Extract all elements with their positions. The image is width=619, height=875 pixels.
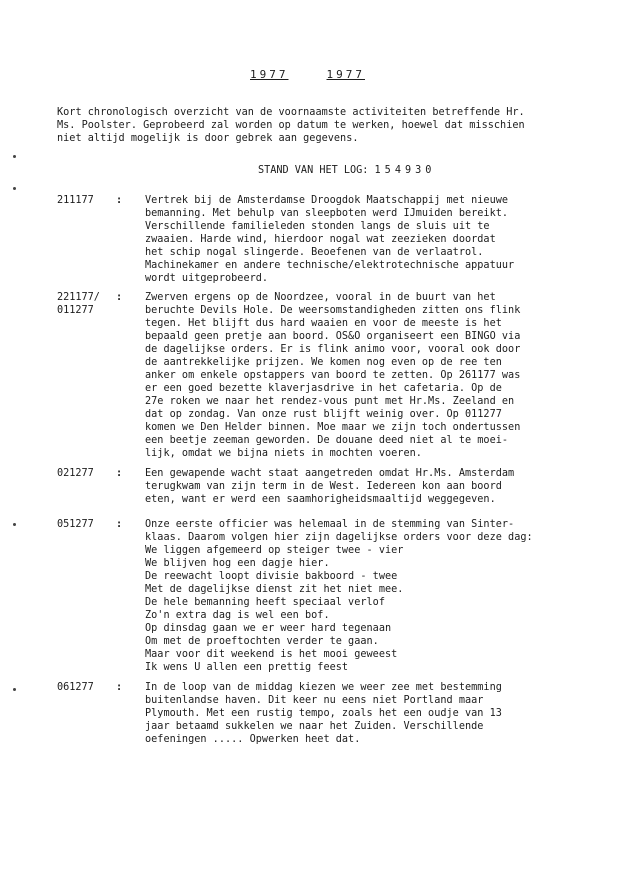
entry-line: buitenlandse haven. Dit keer nu eens niet Portland maar	[145, 695, 484, 706]
entry-line: oefeningen ..... Opwerken heet dat.	[145, 734, 361, 745]
entry-line: De hele bemanning heeft speciaal verlof	[145, 597, 385, 608]
entry-line: bemanning. Met behulp van sleepboten werd IJmuiden bereikt.	[145, 208, 509, 219]
entry-line: terugkwam van zijn term in de West. Iedereen kon aan boord	[145, 481, 502, 492]
entry-line: anker om enkele opstappers van boord te zetten. Op 261177 was	[145, 370, 521, 381]
entry-text	[145, 194, 514, 285]
entry-line: Maar voor dit weekend is het mooi geweest	[145, 649, 398, 660]
entry-colon: :	[116, 292, 123, 303]
entry-line: Vertrek bij de Amsterdamse Droogdok Maatschappij met nieuwe	[145, 195, 509, 206]
entry-date-end: 011277	[57, 305, 94, 316]
entry-date: 211177	[57, 195, 94, 206]
entry-line: Met de dagelijkse dienst zit het niet mee.	[145, 584, 404, 595]
entry-line: Verschillende familieleden stonden langs de sluis uit te	[145, 221, 490, 232]
entry-line: dat op zondag. Van onze rust blijft weinig over. Op 011277	[145, 409, 502, 420]
scan-speck	[13, 187, 16, 190]
scan-speck	[13, 688, 16, 691]
entry-line: zwaaien. Harde wind, hierdoor nogal wat zeezieken doordat	[145, 234, 496, 245]
intro-line: niet altijd mogelijk is door gebrek aan gegevens.	[57, 133, 359, 144]
intro-line: Ms. Poolster. Geprobeerd zal worden op datum te werken, hoewel dat misschien	[57, 120, 525, 131]
entry-line: de dagelijkse orders. Er is flink animo voor, vooral ook door	[145, 344, 521, 355]
scan-speck	[13, 155, 16, 158]
entry-line: tegen. Het blijft dus hard waaien en voor de meeste is het	[145, 318, 502, 329]
entry-line: een beetje zeeman geworden. De douane deed niet al te moei-	[145, 435, 509, 446]
entry-line: er een goed bezette klaverjasdrive in het cafetaria. Op de	[145, 383, 502, 394]
title-year-right: 1977	[326, 68, 365, 81]
entry-colon: :	[116, 195, 123, 206]
title-year-left: 1977	[250, 68, 289, 81]
entry-line: Op dinsdag gaan we er weer hard tegenaan	[145, 623, 392, 634]
log-status-label: STAND VAN HET LOG:	[258, 165, 369, 176]
entry-text	[145, 291, 520, 460]
entry-line: jaar betaamd sukkelen we naar het Zuiden. Verschillende	[145, 721, 484, 732]
log-status	[258, 165, 435, 176]
entry-date: 221177/	[57, 292, 100, 303]
entry-date: 061277	[57, 682, 94, 693]
entry-line: Ik wens U allen een prettig feest	[145, 662, 349, 673]
entry-line: We blijven hog een dagje hier.	[145, 558, 330, 569]
page-title	[250, 68, 403, 81]
entry-colon: :	[116, 519, 123, 530]
entry-line: Zwerven ergens op de Noordzee, vooral in de buurt van het	[145, 292, 496, 303]
entry-text	[145, 467, 514, 506]
intro-line: Kort chronologisch overzicht van de voornaamste activiteiten betreffende Hr.	[57, 107, 525, 118]
scan-speck	[13, 523, 16, 526]
entry-line: lijk, omdat we bijna niets in mochten voeren.	[145, 448, 422, 459]
entry-date: 051277	[57, 519, 94, 530]
log-status-value: 154930	[374, 165, 436, 176]
entry-line: Plymouth. Met een rustig tempo, zoals het een oudje van 13	[145, 708, 502, 719]
entry-line: het schip nogal slingerde. Beoefenen van de verlaatrol.	[145, 247, 484, 258]
entry-line: bepaald geen pretje aan boord. OS&O organiseert een BINGO via	[145, 331, 521, 342]
entry-line: beruchte Devils Hole. De weersomstandigheden zitten ons flink	[145, 305, 521, 316]
entry-line: komen we Den Helder binnen. Moe maar we zijn toch ondertussen	[145, 422, 521, 433]
entry-text	[145, 518, 533, 674]
entry-line: Een gewapende wacht staat aangetreden omdat Hr.Ms. Amsterdam	[145, 468, 515, 479]
entry-line: We liggen afgemeerd op steiger twee - vier	[145, 545, 404, 556]
entry-line: Om met de proeftochten verder te gaan.	[145, 636, 379, 647]
entry-line: 27e roken we naar het rendez-vous punt met Hr.Ms. Zeeland en	[145, 396, 515, 407]
entry-line: In de loop van de middag kiezen we weer zee met bestemming	[145, 682, 502, 693]
entry-date: 021277	[57, 468, 94, 479]
entry-line: Onze eerste officier was helemaal in de stemming van Sinter-	[145, 519, 515, 530]
entry-colon: :	[116, 682, 123, 693]
entry-line: Machinekamer en andere technische/elektrotechnische appatuur	[145, 260, 515, 271]
entry-line: De reewacht loopt divisie bakboord - twee	[145, 571, 398, 582]
entry-line: klaas. Daarom volgen hier zijn dagelijkse orders voor deze dag:	[145, 532, 533, 543]
intro-paragraph	[57, 106, 525, 145]
entry-colon: :	[116, 468, 123, 479]
entry-line: Zo'n extra dag is wel een bof.	[145, 610, 330, 621]
entry-text	[145, 681, 502, 746]
entry-line: eten, want er werd een saamhorigheidsmaaltijd weggegeven.	[145, 494, 496, 505]
entry-line: wordt uitgeprobeerd.	[145, 273, 269, 284]
entry-line: de aantrekkelijke prijzen. We komen nog even op de ree ten	[145, 357, 502, 368]
